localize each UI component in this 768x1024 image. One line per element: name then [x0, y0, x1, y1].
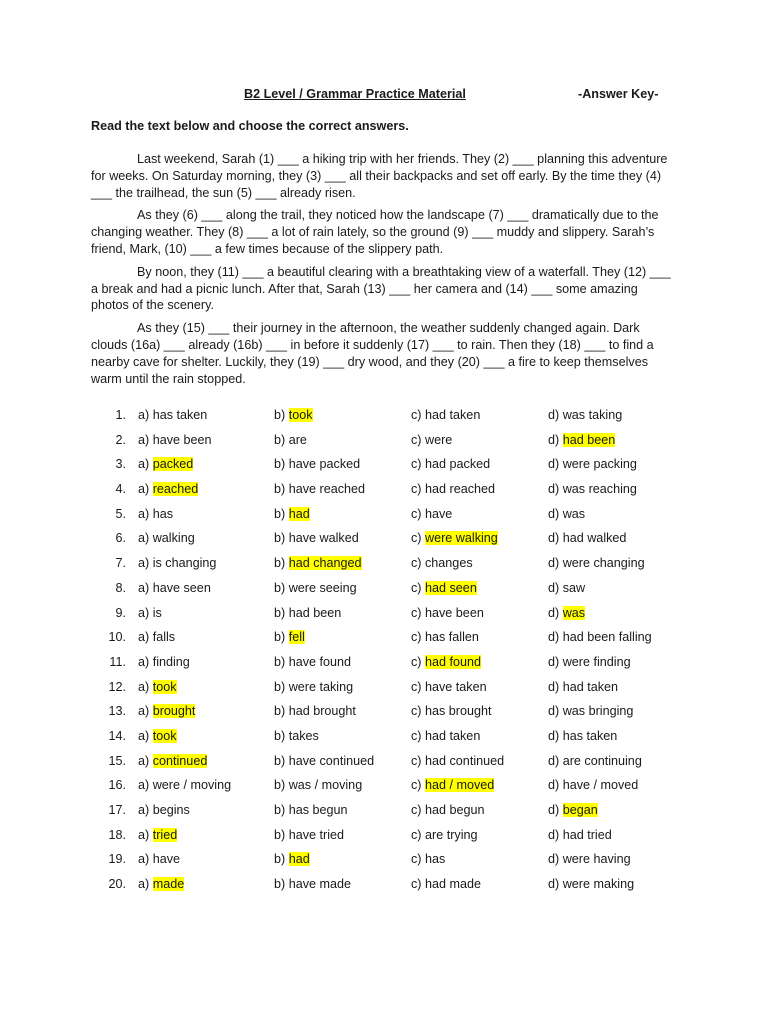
question-number: 10.	[108, 630, 126, 645]
correct-answer-text: had changed	[288, 556, 362, 571]
option-prefix: b)	[274, 704, 289, 719]
question-row	[108, 531, 708, 556]
option-d	[548, 408, 622, 422]
question-row	[108, 457, 708, 482]
option-text: were	[425, 432, 453, 447]
option-prefix: a)	[138, 852, 153, 867]
correct-answer-text: was	[562, 605, 586, 620]
option-text: takes	[288, 728, 319, 743]
option-text: have taken	[425, 679, 487, 694]
option-b	[274, 556, 362, 570]
question-number: 12.	[108, 679, 126, 694]
answer-options-list	[108, 408, 708, 902]
option-prefix: a)	[138, 704, 153, 719]
option-a	[138, 482, 198, 496]
question-row	[108, 828, 708, 853]
option-c	[411, 729, 480, 743]
passage-paragraph-3: By noon, they (11) ___ a beautiful clearing with a breathtaking view of a waterfall. They (12) ___ a break and had a picnic lunch. After that, Sarah (13) ___ her camera and (14) ___ some amazing photos of the scenery.	[91, 264, 671, 313]
question-row	[108, 507, 708, 532]
option-prefix: a)	[138, 827, 153, 842]
question-number: 3.	[115, 457, 126, 472]
option-prefix: a)	[138, 556, 153, 571]
option-prefix: a)	[138, 482, 153, 497]
option-prefix: c)	[411, 877, 425, 892]
option-text: had packed	[425, 457, 491, 472]
option-a	[138, 803, 190, 817]
option-prefix: c)	[411, 605, 425, 620]
option-prefix: d)	[548, 753, 563, 768]
option-prefix: a)	[138, 877, 153, 892]
option-text: was / moving	[288, 778, 363, 793]
option-c	[411, 630, 479, 644]
option-a	[138, 606, 162, 620]
option-c	[411, 457, 490, 471]
option-text: have walked	[288, 531, 359, 546]
option-text: have continued	[288, 753, 375, 768]
option-prefix: c)	[411, 580, 425, 595]
option-d	[548, 457, 637, 471]
option-text: have been	[425, 605, 484, 620]
question-number: 2.	[115, 432, 126, 447]
option-prefix: d)	[548, 432, 563, 447]
passage-paragraph-2: As they (6) ___ along the trail, they noticed how the landscape (7) ___ dramatically due to the changing weather. They (8) ___ a lot of rain lately, so the ground (9) ___ muddy and slippery. Sarah’s friend, Mark, (10) ___ a few times because of the slippery path.	[91, 208, 659, 256]
option-text: was reaching	[562, 482, 637, 497]
option-c	[411, 877, 481, 891]
option-text: has begun	[288, 803, 348, 817]
option-b	[274, 531, 359, 545]
correct-answer-text: brought	[152, 704, 196, 719]
question-row	[108, 852, 708, 877]
option-prefix: b)	[274, 877, 289, 892]
question-number: 15.	[108, 753, 126, 768]
question-row	[108, 408, 708, 433]
question-number: 18.	[108, 827, 126, 842]
option-prefix: d)	[548, 803, 563, 817]
question-row	[108, 877, 708, 902]
option-prefix: b)	[274, 506, 289, 521]
option-c	[411, 556, 473, 570]
option-prefix: b)	[274, 803, 289, 817]
option-prefix: a)	[138, 605, 153, 620]
option-text: are continuing	[562, 753, 642, 768]
option-c	[411, 655, 481, 669]
option-text: are	[288, 432, 307, 447]
correct-answer-text: made	[152, 877, 185, 892]
option-a	[138, 852, 180, 866]
option-prefix: c)	[411, 753, 425, 768]
option-b	[274, 630, 305, 644]
question-number: 14.	[108, 728, 126, 743]
question-row	[108, 482, 708, 507]
question-row	[108, 803, 708, 828]
option-a	[138, 433, 212, 447]
option-d	[548, 606, 585, 620]
option-text: walking	[152, 531, 195, 546]
option-text: have tried	[288, 827, 345, 842]
option-text: begins	[152, 803, 190, 817]
question-number: 19.	[108, 852, 126, 867]
question-number: 9.	[115, 605, 126, 620]
correct-answer-text: reached	[152, 482, 199, 497]
option-prefix: c)	[411, 704, 425, 719]
question-number: 8.	[115, 580, 126, 595]
option-a	[138, 704, 195, 718]
question-number: 17.	[108, 803, 126, 817]
option-text: saw	[562, 580, 586, 595]
option-prefix: a)	[138, 753, 153, 768]
option-prefix: a)	[138, 531, 153, 546]
option-prefix: b)	[274, 432, 289, 447]
option-text: has fallen	[425, 630, 479, 645]
question-row	[108, 778, 708, 803]
option-text: have packed	[288, 457, 361, 472]
option-prefix: c)	[411, 506, 425, 521]
correct-answer-text: tried	[152, 827, 178, 842]
option-prefix: c)	[411, 778, 425, 793]
option-text: was taking	[562, 408, 623, 422]
option-prefix: c)	[411, 728, 425, 743]
option-c	[411, 704, 492, 718]
option-c	[411, 531, 498, 545]
option-a	[138, 655, 190, 669]
option-b	[274, 581, 357, 595]
option-prefix: d)	[548, 630, 563, 645]
option-d	[548, 680, 618, 694]
passage-paragraph-1: Last weekend, Sarah (1) ___ a hiking trip with her friends. They (2) ___ planning this adventure for weeks. On Saturday morning, they (3) ___ all their backpacks and set off early. By the time they (4) ___ the trailhead, the sun (5) ___ already risen.	[91, 152, 668, 200]
correct-answer-text: had	[288, 506, 310, 521]
option-prefix: d)	[548, 580, 563, 595]
option-d	[548, 655, 631, 669]
option-prefix: d)	[548, 556, 563, 571]
option-prefix: a)	[138, 630, 153, 645]
option-prefix: d)	[548, 827, 563, 842]
question-number: 20.	[108, 877, 126, 892]
question-row	[108, 581, 708, 606]
correct-answer-text: had found	[425, 654, 482, 669]
correct-answer-text: took	[152, 728, 177, 743]
question-number: 4.	[115, 482, 126, 497]
option-a	[138, 556, 216, 570]
question-number: 6.	[115, 531, 126, 546]
option-prefix: d)	[548, 852, 563, 867]
option-c	[411, 408, 480, 422]
option-prefix: b)	[274, 457, 289, 472]
option-a	[138, 754, 207, 768]
option-b	[274, 828, 344, 842]
option-a	[138, 630, 175, 644]
correct-answer-text: took	[152, 679, 177, 694]
option-b	[274, 457, 360, 471]
option-b	[274, 433, 307, 447]
correct-answer-text: took	[288, 408, 313, 422]
question-row	[108, 606, 708, 631]
option-a	[138, 828, 177, 842]
option-b	[274, 655, 351, 669]
option-text: have been	[152, 432, 212, 447]
option-prefix: b)	[274, 753, 289, 768]
correct-answer-text: continued	[152, 753, 208, 768]
option-text: has taken	[562, 728, 618, 743]
option-d	[548, 630, 652, 644]
option-text: were packing	[562, 457, 637, 472]
option-prefix: b)	[274, 605, 289, 620]
option-prefix: b)	[274, 778, 289, 793]
option-b	[274, 754, 374, 768]
option-text: had made	[425, 877, 482, 892]
option-b	[274, 680, 353, 694]
option-prefix: d)	[548, 704, 563, 719]
option-prefix: a)	[138, 679, 153, 694]
question-row	[108, 729, 708, 754]
option-text: finding	[152, 654, 190, 669]
option-prefix: d)	[548, 679, 563, 694]
option-b	[274, 704, 356, 718]
option-prefix: c)	[411, 852, 425, 867]
option-text: has	[425, 852, 446, 867]
option-prefix: c)	[411, 556, 425, 571]
option-prefix: b)	[274, 482, 289, 497]
option-d	[548, 482, 637, 496]
option-text: has taken	[152, 408, 208, 422]
option-prefix: d)	[548, 482, 563, 497]
option-a	[138, 729, 177, 743]
question-number: 7.	[115, 556, 126, 571]
option-prefix: a)	[138, 506, 153, 521]
option-text: had taken	[562, 679, 619, 694]
option-prefix: c)	[411, 482, 425, 497]
option-prefix: c)	[411, 457, 425, 472]
option-b	[274, 408, 313, 422]
option-b	[274, 729, 319, 743]
option-text: were having	[562, 852, 631, 867]
option-d	[548, 704, 633, 718]
option-b	[274, 482, 365, 496]
option-prefix: b)	[274, 630, 289, 645]
option-b	[274, 803, 348, 817]
option-prefix: d)	[548, 728, 563, 743]
option-c	[411, 803, 485, 817]
option-d	[548, 556, 645, 570]
option-prefix: c)	[411, 654, 425, 669]
option-prefix: d)	[548, 778, 563, 793]
option-c	[411, 828, 478, 842]
option-d	[548, 433, 615, 447]
option-prefix: a)	[138, 580, 153, 595]
option-text: have / moved	[562, 778, 639, 793]
passage-paragraph-4: As they (15) ___ their journey in the afternoon, the weather suddenly changed again. Dark clouds (16a) ___ already (16b) ___ in before it suddenly (17) ___ to rain. Then they (18) ___ to find a nearby cave for shelter. Luckily, they (19) ___ dry wood, and they (20) ___ a fire to keep themselves warm until the rain stopped.	[91, 321, 654, 386]
option-text: had begun	[425, 803, 485, 817]
option-prefix: c)	[411, 630, 425, 645]
option-prefix: c)	[411, 803, 425, 817]
option-prefix: d)	[548, 877, 563, 892]
option-text: had brought	[288, 704, 356, 719]
reading-passage	[91, 151, 673, 393]
question-number: 16.	[108, 778, 126, 793]
option-text: have	[152, 852, 181, 867]
option-c	[411, 680, 487, 694]
option-d	[548, 852, 631, 866]
option-c	[411, 433, 452, 447]
option-text: had been falling	[562, 630, 652, 645]
option-text: were / moving	[152, 778, 232, 793]
option-prefix: b)	[274, 728, 289, 743]
correct-answer-text: began	[562, 803, 598, 817]
option-text: have made	[288, 877, 352, 892]
option-prefix: d)	[548, 654, 563, 669]
option-a	[138, 778, 231, 792]
option-text: are trying	[425, 827, 478, 842]
option-prefix: b)	[274, 580, 289, 595]
option-prefix: b)	[274, 654, 289, 669]
question-row	[108, 630, 708, 655]
option-a	[138, 877, 184, 891]
correct-answer-text: packed	[152, 457, 194, 472]
option-text: have reached	[288, 482, 366, 497]
option-b	[274, 778, 362, 792]
correct-answer-text: had	[288, 852, 310, 867]
option-prefix: d)	[548, 531, 563, 546]
option-text: was	[562, 506, 586, 521]
option-text: have seen	[152, 580, 211, 595]
question-row	[108, 556, 708, 581]
option-b	[274, 507, 310, 521]
option-text: falls	[152, 630, 176, 645]
option-prefix: b)	[274, 827, 289, 842]
question-number: 11.	[109, 654, 126, 669]
option-text: were taking	[288, 679, 354, 694]
correct-answer-text: had been	[562, 432, 616, 447]
option-a	[138, 457, 193, 471]
option-d	[548, 531, 626, 545]
option-text: changes	[425, 556, 473, 571]
option-prefix: b)	[274, 852, 289, 867]
option-prefix: b)	[274, 408, 289, 422]
option-prefix: a)	[138, 728, 153, 743]
option-prefix: a)	[138, 654, 153, 669]
option-d	[548, 507, 585, 521]
option-c	[411, 754, 504, 768]
correct-answer-text: were walking	[425, 531, 498, 546]
option-d	[548, 729, 617, 743]
option-b	[274, 606, 341, 620]
option-c	[411, 581, 477, 595]
question-number: 5.	[115, 506, 126, 521]
answer-key-label: -Answer Key-	[578, 87, 659, 101]
option-prefix: a)	[138, 803, 153, 817]
option-a	[138, 408, 207, 422]
option-text: had taken	[425, 408, 481, 422]
option-prefix: a)	[138, 778, 153, 793]
option-a	[138, 507, 173, 521]
option-text: is	[152, 605, 162, 620]
option-text: was bringing	[562, 704, 634, 719]
option-text: had taken	[425, 728, 481, 743]
page-title: B2 Level / Grammar Practice Material	[244, 87, 466, 101]
option-d	[548, 877, 634, 891]
option-text: were changing	[562, 556, 645, 571]
option-a	[138, 680, 177, 694]
option-text: is changing	[152, 556, 217, 571]
option-prefix: b)	[274, 556, 289, 571]
option-c	[411, 482, 495, 496]
option-text: had reached	[425, 482, 496, 497]
correct-answer-text: had seen	[425, 580, 477, 595]
option-d	[548, 754, 642, 768]
option-text: have found	[288, 654, 352, 669]
option-a	[138, 531, 195, 545]
option-d	[548, 803, 598, 817]
option-c	[411, 852, 445, 866]
correct-answer-text: had / moved	[425, 778, 495, 793]
option-text: has	[152, 506, 174, 521]
option-prefix: c)	[411, 531, 425, 546]
question-row	[108, 704, 708, 729]
option-text: had continued	[425, 753, 505, 768]
option-c	[411, 778, 494, 792]
option-text: had walked	[562, 531, 627, 546]
option-d	[548, 828, 612, 842]
option-prefix: d)	[548, 457, 563, 472]
correct-answer-text: fell	[288, 630, 305, 645]
option-text: were making	[562, 877, 635, 892]
option-prefix: a)	[138, 457, 153, 472]
option-prefix: d)	[548, 408, 563, 422]
option-d	[548, 778, 638, 792]
question-row	[108, 655, 708, 680]
option-prefix: a)	[138, 432, 153, 447]
option-text: were seeing	[288, 580, 357, 595]
option-prefix: c)	[411, 827, 425, 842]
question-number: 1.	[115, 408, 126, 422]
option-c	[411, 606, 484, 620]
option-b	[274, 852, 310, 866]
option-prefix: a)	[138, 408, 153, 422]
question-row	[108, 433, 708, 458]
question-row	[108, 754, 708, 779]
option-prefix: d)	[548, 605, 563, 620]
option-text: has brought	[425, 704, 492, 719]
option-text: were finding	[562, 654, 631, 669]
option-prefix: b)	[274, 679, 289, 694]
option-prefix: b)	[274, 531, 289, 546]
option-b	[274, 877, 351, 891]
option-d	[548, 581, 585, 595]
option-a	[138, 581, 211, 595]
option-prefix: c)	[411, 679, 425, 694]
option-prefix: c)	[411, 408, 425, 422]
option-prefix: c)	[411, 432, 425, 447]
question-number: 13.	[108, 704, 126, 719]
option-text: had been	[288, 605, 342, 620]
instruction-text: Read the text below and choose the correct answers.	[91, 119, 409, 133]
option-c	[411, 507, 452, 521]
question-row	[108, 680, 708, 705]
option-text: had tried	[562, 827, 612, 842]
option-prefix: d)	[548, 506, 563, 521]
option-text: have	[425, 506, 453, 521]
